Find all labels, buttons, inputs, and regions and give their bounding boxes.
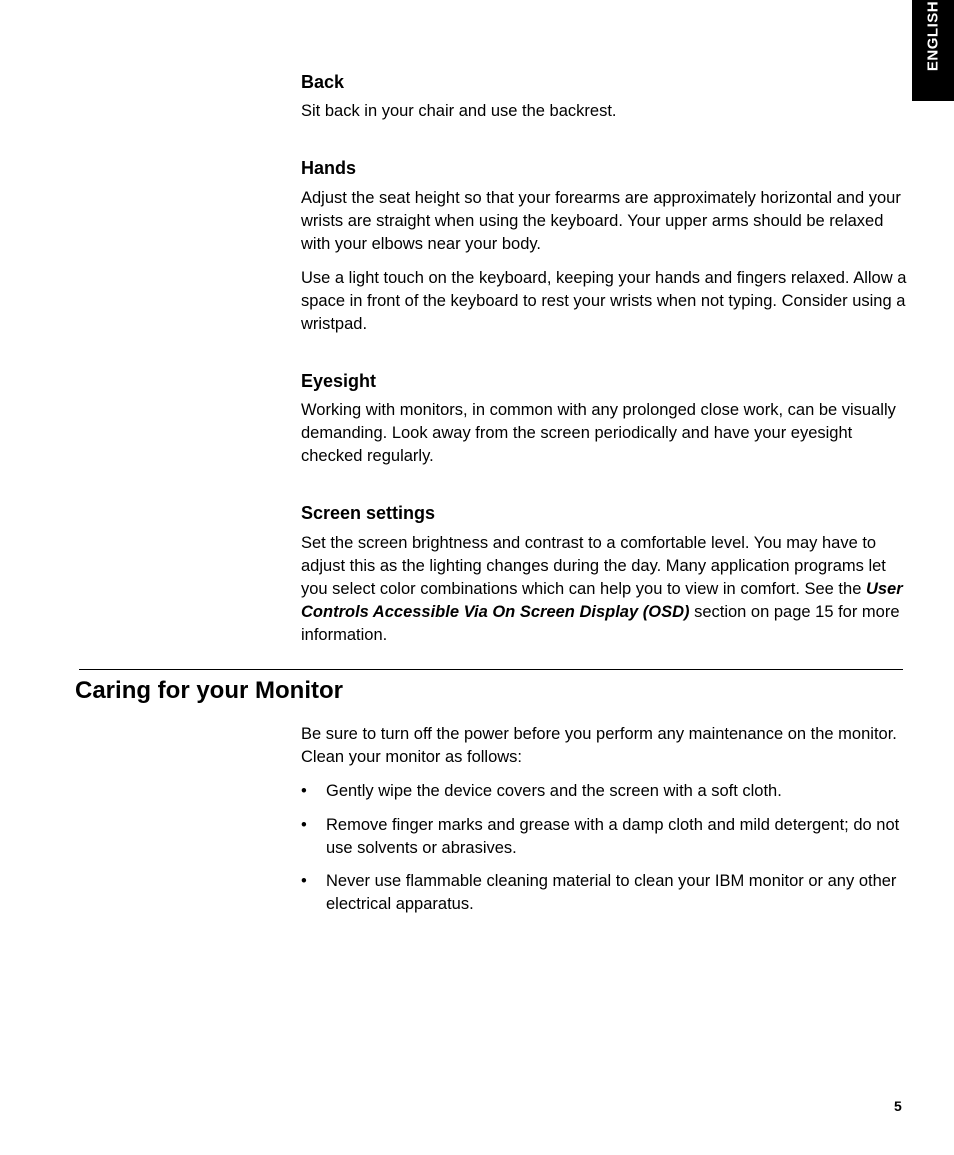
page-number: 5 <box>894 1098 902 1114</box>
screen-settings-body <box>301 532 911 647</box>
screen-settings-heading: Screen settings <box>301 503 436 523</box>
screen-settings-body-text: Set the screen brightness and contrast to a comfortable level. You may have to adjust this as the lighting changes during the day. Many application programs let you select color combinations which can help you to view in comfort. See the <box>301 534 886 598</box>
hands-body-2: Use a light touch on the keyboard, keeping your hands and fingers relaxed. Allow a space in front of the keyboard to rest your wrists when not typing. Consider using a wristpad. <box>301 269 907 333</box>
language-tab-label: ENGLISH <box>924 0 942 72</box>
hands-heading: Hands <box>301 158 357 178</box>
caring-intro: Be sure to turn off the power before you perform any maintenance on the monitor. Clean your monitor as follows: <box>301 725 897 766</box>
bullet-marker: • <box>301 872 307 890</box>
eyesight-heading: Eyesight <box>301 371 377 391</box>
language-tab <box>912 0 954 101</box>
osd-section-reference: User Controls Accessible Via On Screen Display (OSD) <box>301 580 903 621</box>
bullet-text: Remove finger marks and grease with a damp cloth and mild detergent; do not use solvents or abrasives. <box>326 816 900 857</box>
screen-settings-body-tail: section on page 15 for more information. <box>301 603 900 644</box>
bullet-marker: • <box>301 782 307 800</box>
caring-title: Caring for your Monitor <box>75 677 343 704</box>
hands-body-1: Adjust the seat height so that your forearms are approximately horizontal and your wrists are straight when using the keyboard. Your upper arms should be relaxed with your elbows near your body. <box>301 189 901 253</box>
bullet-marker: • <box>301 816 307 834</box>
eyesight-body: Working with monitors, in common with any prolonged close work, can be visually demanding. Look away from the screen periodically and have your eyesight checked regularly. <box>301 401 896 465</box>
back-heading: Back <box>301 72 345 92</box>
section-divider <box>79 669 903 670</box>
bullet-text: Never use flammable cleaning material to clean your IBM monitor or any other electrical apparatus. <box>326 872 897 913</box>
back-body: Sit back in your chair and use the backrest. <box>301 102 617 120</box>
bullet-text: Gently wipe the device covers and the screen with a soft cloth. <box>326 782 782 800</box>
